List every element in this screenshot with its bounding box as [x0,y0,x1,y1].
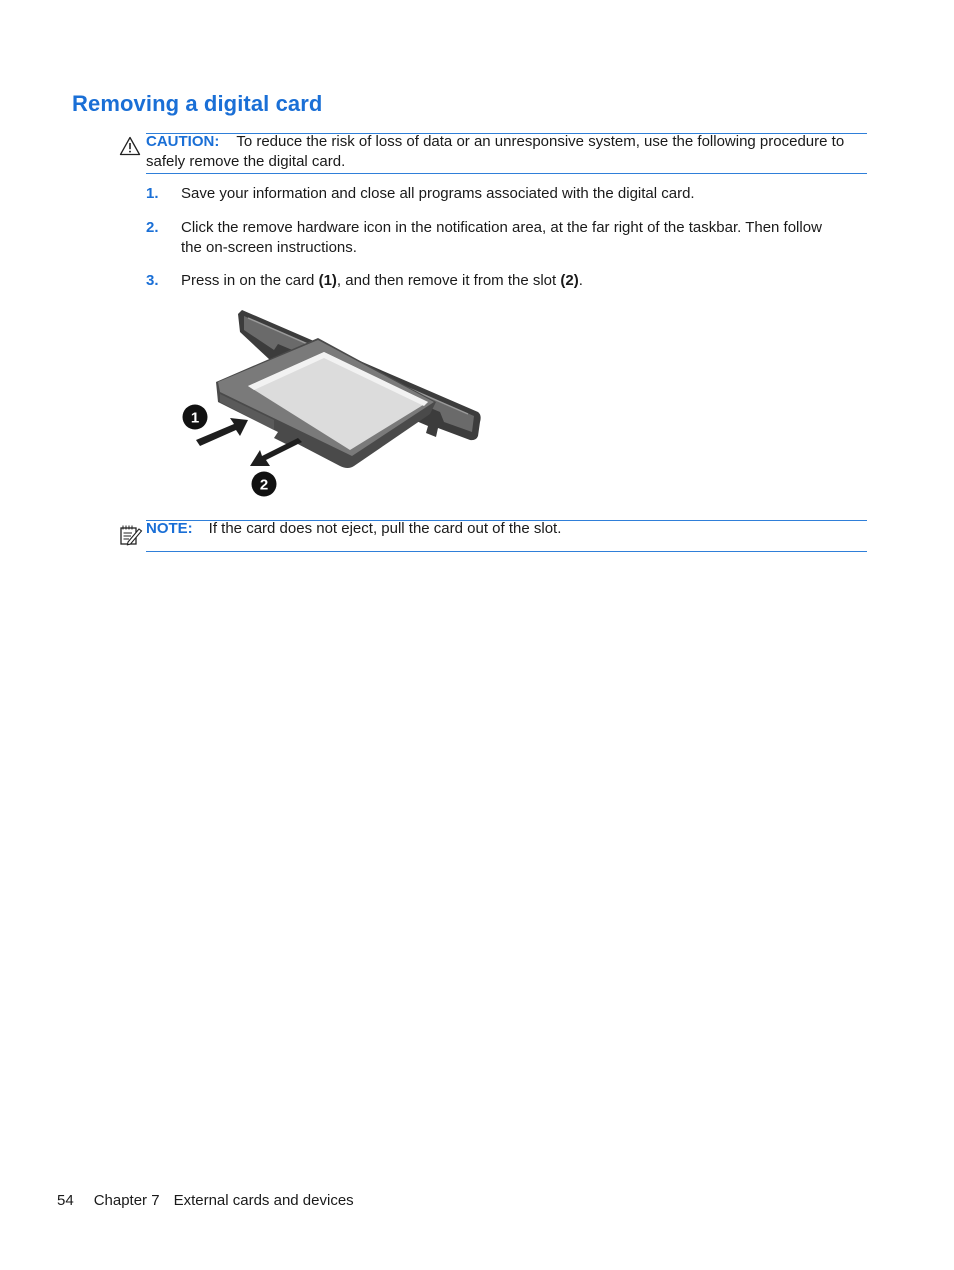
slot-reference: (2) [560,272,579,289]
callout-2-badge [252,472,277,497]
page-title: Removing a digital card [72,91,323,116]
page-footer [57,1191,354,1211]
caution-text: To reduce the risk of loss of data or an unresponsive system, use the following procedure to safely remove the digital card. [146,133,845,170]
svg-text:1: 1 [190,409,200,427]
step-number: 3. [146,272,159,289]
step-text: Click the remove hardware icon in the notification area, at the far right of the taskbar. Then follow the on-screen instructions. [181,219,822,256]
caution-text-block [146,132,846,172]
step-text: Press in on the card (1), and then remove it from the slot (2). [181,272,583,289]
svg-text:2: 2 [259,476,269,494]
note-text-block [146,519,846,539]
sd-card-icon [216,338,436,468]
note-text: If the card does not eject, pull the card out of the slot. [208,520,562,537]
caution-label: CAUTION: [146,133,220,150]
step-number: 1. [146,185,159,202]
digital-card-removal-illustration [178,302,488,502]
card-reference: (1) [318,272,337,289]
caution-callout [146,133,867,174]
warning-triangle-icon [119,136,141,162]
note-label: NOTE: [146,520,193,537]
step-number: 2. [146,219,159,236]
footer-chapter: Chapter 7 [93,1192,160,1209]
callout-1-badge [183,405,208,430]
page-number: 54 [57,1192,74,1209]
pull-arrow-icon [250,438,302,466]
footer-chapter-title: External cards and devices [173,1192,354,1209]
note-callout [146,520,867,552]
note-pad-icon [119,524,143,552]
step-text: Save your information and close all programs associated with the digital card. [181,185,695,202]
